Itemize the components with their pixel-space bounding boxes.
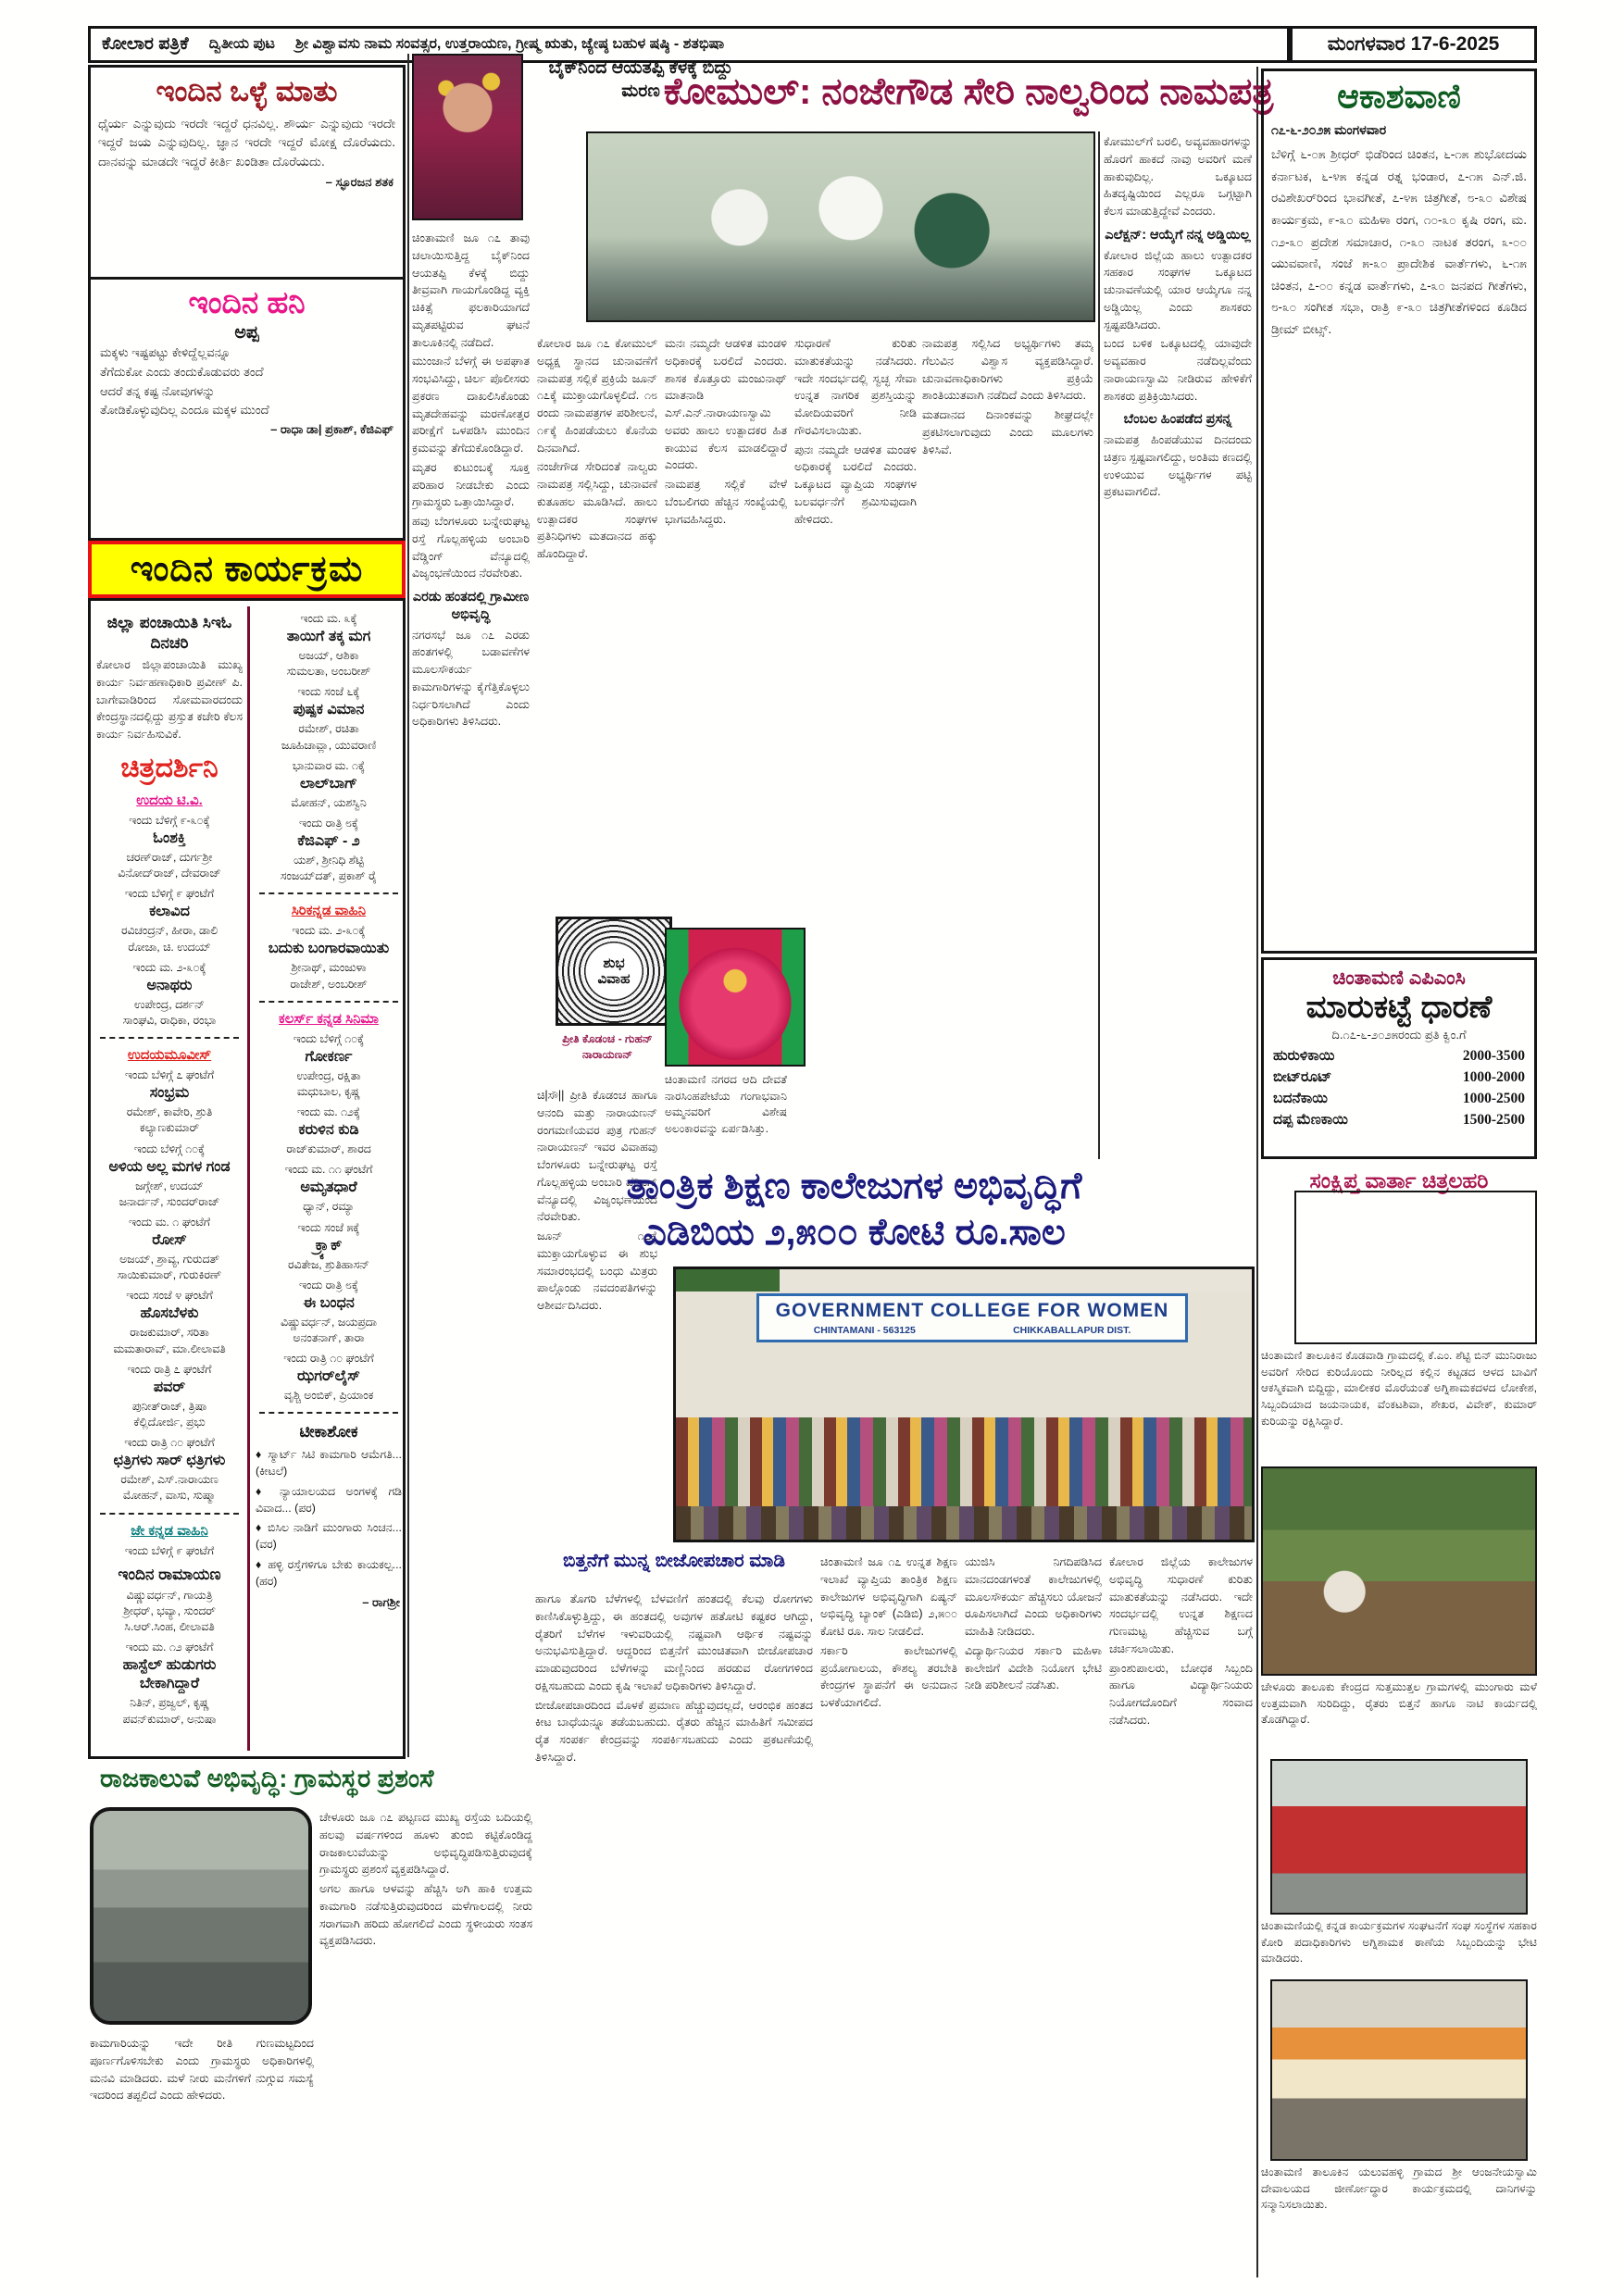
radio-schedule-box — [1261, 69, 1537, 954]
list-item-rate: ದಪ್ಪ ಮೆಣಕಾಯಿ 1500-2500 — [1273, 1112, 1525, 1128]
college-sign-line3: CHIKKABALLAPUR DIST. — [1013, 1325, 1131, 1336]
listings-divider-rule — [247, 606, 250, 1751]
list-item-cast: ಅಜಯ್, ಆಶಿಕಾ — [298, 649, 359, 662]
list-item-time: ಇಂದು ರಾತ್ರಿ ೧೦ ಘಂಟೆಗೆ — [124, 1436, 215, 1450]
fire-truck-photo — [1270, 1759, 1528, 1915]
date-box — [1290, 26, 1537, 63]
felicitation-caption: ಚಿಂತಾಮಣಿ ತಾಲೂಕಿನ ಯಲುವಹಳ್ಳಿ ಗ್ರಾಮದ ಶ್ರೀ ಆಂಜನೇಯಸ್ವಾಮಿ ದೇವಾಲಯದ ಜೀರ್ಣೋದ್ಧಾರ ಕಾರ್ಯಕ್ರಮದಲ್ಲಿ ದಾನಿಗಳನ್ನು ಸನ್ಮಾನಿಸಲಾಯಿತು. — [1261, 2165, 1537, 2212]
radio-title: ಆಕಾಶವಾಣಿ — [1337, 77, 1461, 115]
list-item-attr: – ರಾಗಶ್ರೀ — [362, 1595, 400, 1610]
list-item-body: ಅಗಲ ಹಾಗೂ ಆಳವನ್ನು ಹೆಚ್ಚಿಸಿ ಅಗಿ ಹಾಕಿ ಉತ್ತಮ ಕಾಮಗಾರಿ ನಡೆಸುತ್ತಿರುವುದರಿಂದ ಮಳೆಗಾಲದಲ್ಲಿ ನೀರು ಸರಾಗವಾಗಿ ಹರಿದು ಹೋಗಲಿದೆ ಎಂದು ಸ್ಥಳೀಯರು ಸಂತಸ ವ್ಯಕ್ತಪಡಿಸಿದರು. — [319, 1882, 532, 1948]
list-item-div — [259, 1001, 398, 1003]
list-item-cast: ವೃಶ್ಚಿ ಅಂಬಿಕ್, ಪ್ರಿಯಾಂಕ — [283, 1389, 374, 1403]
list-item-subhead: ಬೆಂಬಲ ಹಿಂಪಡೆದ ಪ್ರಸನ್ನ — [1123, 412, 1232, 428]
list-item-body: ಹವು ಬೆಂಗಳೂರು ಬನ್ನೇರುಘಟ್ಟ ರಸ್ತೆ ಗೊಲ್ಲಹಳ್ಳಿಯ ಅಂಬಾರಿ ವೆಡ್ಡಿಂಗ್ ವೆನ್ಯೂದಲ್ಲಿ ವಿಜೃಂಭಣೆಯಿಂದ ನೆರವೇರಿತು. — [412, 515, 530, 580]
list-item-title: ಲಾಲ್‌ಬಾಗ್ — [300, 775, 357, 792]
center-col-1 — [412, 228, 530, 1753]
center-col-3 — [665, 333, 787, 922]
list-item-body: ಹಾಗೂ ತೊಗರಿ ಬೆಳೆಗಳಲ್ಲಿ ಬೆಳವಣಿಗೆ ಹಂತದಲ್ಲಿ ಕೆಲವು ರೋಗಗಳು ಕಾಣಿಸಿಕೊಳ್ಳುತ್ತಿದ್ದು, ಈ ಹಂತದಲ್ಲಿ ಅವುಗಳ ಹತೋಟಿ ಕಷ್ಟಕರ ಆಗಿದ್ದು, ರೈತರಿಗೆ ಬೆಳೆಗಳ ಇಳುವರಿಯಲ್ಲಿ ನಷ್ಟವಾಗಿ ಆರ್ಥಿಕ ನಷ್ಟವನ್ನು ಅನುಭವಿಸುತ್ತಿದ್ದಾರೆ. ಆದ್ದರಿಂದ ಬಿತ್ತನೆಗೆ ಮುಂಚಿತವಾಗಿ ಬೀಜೋಪಚಾರ ಮಾಡುವುದರಿಂದ ಬೆಳೆಗಳನ್ನು ಮಣ್ಣಿನಿಂದ ಹರಡುವ ರೋಗಗಳಿಂದ ರಕ್ಷಿಸಬಹುದು ಎಂದು ಕೃಷಿ ಇಲಾಖೆ ಅಧಿಕಾರಿಗಳು ತಿಳಿಸಿದ್ದಾರೆ. — [535, 1592, 813, 1692]
list-item-div — [100, 1513, 239, 1515]
good-words-title: ಇಂದಿನ ಒಳ್ಳೆ ಮಾತು — [156, 75, 338, 107]
list-item-body: ಪುನಃ ನಮ್ಮದೇ ಆಡಳಿತ ಮಂಡಳಿ ಅಧಿಕಾರಕ್ಕೆ ಬರಲಿದೆ ಎಂದರು. ಒಕ್ಕೂಟದ ವ್ಯಾಪ್ತಿಯ ಸಂಘಗಳ ಬಲವರ್ಧನೆಗೆ ಶ್ರಮಿಸುವುದಾಗಿ ಹೇಳಿದರು. — [794, 443, 917, 526]
list-item-title: ರೋಸ್ — [152, 1231, 187, 1248]
list-item-cast: ಸಂಜಯ್‌ದತ್, ಪ್ರಕಾಶ್ ರೈ — [280, 869, 378, 883]
center-col-5 — [922, 333, 1093, 1155]
list-item-body: ನಾಮಪತ್ರ ಸಲ್ಲಿಸಿದ ಅಭ್ಯರ್ಥಿಗಳು ತಮ್ಮ ಗೆಲುವಿನ ವಿಶ್ವಾಸ ವ್ಯಕ್ತಪಡಿಸಿದ್ದಾರೆ. ಚುನಾವಣಾಧಿಕಾರಿಗಳು ಪ್ರಕ್ರಿಯೆ ಶಾಂತಿಯುತವಾಗಿ ನಡೆದಿದೆ ಎಂದು ತಿಳಿಸಿದರು. — [922, 337, 1093, 403]
list-item-title: ಬದುಕು ಬಂಗಾರವಾಯಿತು — [268, 941, 390, 957]
honey-poem-title: ಅಪ್ಪ — [234, 323, 259, 343]
list-item-time: ಇಂದು ಬೆಳಿಗ್ಗೆ ೭ ಘಂಟೆಗೆ — [124, 1068, 215, 1082]
list-item-body: ಮನಃ ನಮ್ಮದೇ ಆಡಳಿತ ಮಂಡಳಿ ಅಧಿಕಾರಕ್ಕೆ ಬರಲಿದೆ ಎಂದರು. ಶಾಸಕ ಕೊತ್ತೂರು ಮಂಜುನಾಥ್ ಮಾತನಾಡಿ ಎಸ್.ಎನ್.ನಾರಾಯಣಸ್ವಾಮಿ ಅವರು ಹಾಲು ಉತ್ಪಾದಕರ ಹಿತ ಕಾಯುವ ಕೆಲಸ ಮಾಡಲಿದ್ದಾರೆ ಎಂದರು. — [665, 337, 787, 472]
list-item-title: ಕೆಜಿಎಫ್ - ೨ — [297, 833, 360, 850]
list-item-cast: ಧ್ಯಾನ್, ರಮ್ಯಾ — [303, 1200, 355, 1214]
list-item-title: ಪುಷ್ಪಕ ವಿಮಾನ — [293, 702, 365, 718]
list-item-title: ಛತ್ರಿಗಳು ಸಾರ್ ಛತ್ರಿಗಳು — [113, 1453, 226, 1469]
college-sign-line1: GOVERNMENT COLLEGE FOR WOMEN — [775, 1300, 1169, 1321]
list-item-body: ಮುಂಜಾನೆ ಬೆಳಗ್ಗೆ ಈ ಅಪಘಾತ ಸಂಭವಿಸಿದ್ದು, ಚಿರ್ಲ ಪೊಲೀಸರು ಪ್ರಕರಣ ದಾಖಲಿಸಿಕೊಂಡು ಮೃತದೇಹವನ್ನು ಮರಣೋತ್ತರ ಪರೀಕ್ಷೆಗೆ ಒಳಪಡಿಸಿ ಮುಂದಿನ ಕ್ರಮವನ್ನು ತೆಗೆದುಕೊಂಡಿದ್ದಾರೆ. — [412, 355, 530, 455]
center-col-4 — [794, 333, 917, 1155]
list-item-body: ಚಿಂತಾಮಣಿ ಜೂ ೧೭ ತಾವು ಚಲಾಯಿಸುತ್ತಿದ್ದ ಬೈಕ್‌ನಿಂದ ಆಯತಪ್ಪಿ ಕೆಳಕ್ಕೆ ಬಿದ್ದು ತೀವ್ರವಾಗಿ ಗಾಯಗೊಂಡಿದ್ದ ವ್ಯಕ್ತಿ ಚಿಕಿತ್ಸೆ ಫಲಕಾರಿಯಾಗದೆ ಮೃತಪಟ್ಟಿರುವ ಘಟನೆ ತಾಲೂಕಿನಲ್ಲಿ ನಡೆದಿದೆ. — [412, 231, 530, 349]
list-item-rate: ಬೀಟ್‌ರೂಟ್ 1000-2000 — [1273, 1069, 1525, 1085]
list-item-cast: ರಮೇಶ್, ಕಾವೇರಿ, ಶ್ರುತಿ — [126, 1105, 213, 1119]
list-item-cast: ಉಪೇಂದ್ರ, ದರ್ಶನ್ — [134, 997, 205, 1011]
good-words-body: ಧೈರ್ಯ ಎನ್ನುವುದು ಇರದೇ ಇದ್ದರೆ ಧನವಿಲ್ಲ. ಶೌರ್ಯ ಎನ್ನುವುದು ಇರದೇ ಇದ್ದರೆ ಜಯ ಎನ್ನುವುದಿಲ್ಲ. ಜ್ಞಾನ ಇರದೇ ಇದ್ದರೆ ಮೋಕ್ಷ ದೊರೆಯದು. ದಾನವನ್ನು ಮಾಡದೇ ಇದ್ದರೆ ಕೀರ್ತಿ ಖಂಡಿತಾ ದೊರೆಯದು. — [98, 117, 395, 168]
well-rescue-caption: ಚಿಂತಾಮಣಿ ತಾಲೂಕಿನ ಕೊಡವಾಡಿ ಗ್ರಾಮದಲ್ಲಿ ಕೆ.ಎಂ. ಶೆಟ್ಟಿ ಬಿನ್ ಮುನಿರಾಜು ಅವರಿಗೆ ಸೇರಿದ ಕುರಿಯೊಂದು ನೀರಿಲ್ಲದ ಕಲ್ಲಿನ ಕಟ್ಟಡದ ಆಳದ ಬಾವಿಗೆ ಆಕಸ್ಮಿಕವಾಗಿ ಬಿದ್ದಿದ್ದು, ಮಾಲೀಕರ ಮೊರೆಯಂತೆ ಅಗ್ನಿಶಾಮಕದಳದ ಲೋಕೇಶ, ಸಿಬ್ಬಂದಿಯಾದ ಜಯನಾಯಕ, ವೆಂಕಟಶಿವಾ, ಶೇಖರ, ವಿವೇಕ್, ಕುಮಾರ್ ಕುರಿಯನ್ನು ರಕ್ಷಿಸಿದ್ದಾರೆ. — [1261, 1349, 1537, 1428]
list-item-cast: ಮೋಹನ್, ವಾಸು, ಸುಷ್ಮಾ — [122, 1489, 217, 1503]
paper-name: ಕೋಲಾರ ಪತ್ರಿಕೆ — [102, 34, 189, 54]
list-item-cast: ರಾಜಕುಮಾರ್, ಸರಿತಾ — [130, 1326, 209, 1340]
list-item-cast: ಪುನೀತ್‌ರಾಜ್, ತ್ರಿಷಾ — [131, 1399, 207, 1413]
fire-truck-caption: ಚಿಂತಾಮಣಿಯಲ್ಲಿ ಕನ್ನಡ ಕಾರ್ಯಕ್ರಮಗಳ ಸಂಘಟನೆಗೆ ಸಂಘ ಸಂಸ್ಥೆಗಳ ಸಹಕಾರ ಕೋರಿ ಪದಾಧಿಕಾರಿಗಳು ಅಗ್ನಿಶಾಮಕ ಠಾಣೆಯ ಸಿಬ್ಬಂದಿಯನ್ನು ಭೇಟಿ ಮಾಡಿದರು. — [1261, 1919, 1537, 1965]
list-item-div — [259, 1412, 398, 1414]
market-rate-table — [1264, 1048, 1534, 1129]
list-item-time: ಇಂದು ಮ. ೨-೩೦ಕ್ಕೆ — [292, 924, 366, 938]
list-item-time: ಇಂದು ರಾತ್ರಿ ೮ಕ್ಕೆ — [298, 817, 359, 830]
list-item-div — [100, 1037, 239, 1039]
list-item-body: ಸರ್ಕಾರಿ ಕಾಲೇಜುಗಳಲ್ಲಿ ಪ್ರಯೋಗಾಲಯ, ಕೌಶಲ್ಯ ತರಬೇತಿ ಕೇಂದ್ರಗಳ ಸ್ಥಾಪನೆಗೆ ಈ ಅನುದಾನ ಬಳಕೆಯಾಗಲಿದೆ. — [820, 1643, 957, 1709]
list-item-cast: ರಮೇಶ್, ರಚಿತಾ — [298, 722, 359, 736]
list-item-body: ವಿದ್ಯಾರ್ಥಿನಿಯರ ಸರ್ಕಾರಿ ಮಹಿಳಾ ಕಾಲೇಜಿಗೆ ವಿದೇಶಿ ನಿಯೋಗ ಭೇಟಿ ನೀಡಿ ಪರಿಶೀಲನೆ ನಡೆಸಿತು. — [965, 1643, 1102, 1692]
drain-headline: ರಾಜಕಾಲುವೆ ಅಭಿವೃದ್ಧಿ: ಗ್ರಾಮಸ್ಥರ ಪ್ರಶಂಸೆ — [100, 1765, 434, 1792]
list-item-body: ಕೋಲಾರ ಜಿಲ್ಲೆಯ ಕಾಲೇಜುಗಳ ಅಭಿವೃದ್ಧಿ ಸುಧಾರಣೆ ಕುರಿತು ಮಾತುಕತೆಯನ್ನು ನಡೆಸಿದರು. ಇದೇ ಸಂದರ್ಭದಲ್ಲಿ ಉನ್ನತ ಶಿಕ್ಷಣದ ಗುಣಮಟ್ಟ ಹೆಚ್ಚಿಸುವ ಬಗ್ಗೆ ಚರ್ಚಿಸಲಾಯಿತು. — [1109, 1555, 1253, 1655]
drain-body-right — [319, 1807, 532, 2275]
list-item-cast: ಸಿ.ಆರ್.ಸಿಂಹ, ಲೀಲಾವತಿ — [124, 1620, 215, 1634]
list-item-title: ಹಾಸ್ಟೆಲ್ ಹುಡುಗರು ಬೇಕಾಗಿದ್ದಾರೆ — [122, 1657, 217, 1692]
radio-date: ೧೭-೬-೨೦೨೫ ಮಂಗಳವಾರ — [1271, 122, 1387, 137]
list-item-rate: ಹುರುಳಿಕಾಯಿ 2000-3500 — [1273, 1048, 1525, 1064]
list-item-body: ಕೋಲಾರ ಜಿಲ್ಲಾಪಂಚಾಯಿತಿ ಮುಖ್ಯ ಕಾರ್ಯ ನಿರ್ವಹಣಾಧಿಕಾರಿ ಪ್ರವೀಣ್ ಪಿ. ಬಾಗೇವಾಡಿರಿಂದ ಸೋಮವಾರದಂದು ಕೇಂದ್ರಸ್ಥಾನದಲ್ಲಿದ್ದು ಪ್ರಸ್ತುತ ಕಚೇರಿ ಕೆಲಸ ಕಾರ್ಯ ನಿರ್ವಹಿಸುವಿಕೆ. — [96, 658, 243, 742]
list-item-sec: ಟೀಕಾಶೋಕ — [299, 1423, 358, 1441]
list-item-cast: ಪವನ್‌ಕುಮಾರ್, ಅನುಷಾ — [122, 1712, 217, 1726]
list-item-div — [259, 892, 398, 894]
column-rule — [1256, 67, 1258, 2277]
list-item-ch-teal: ಜೇ ಕನ್ನಡ ವಾಹಿನಿ — [131, 1522, 208, 1539]
list-item-poem: ತೆಗೆದುಕೋ ಎಂದು ತಂದುಕೊಡುವರು ತಂದೆ — [100, 364, 264, 379]
adb-story-col-a — [820, 1552, 957, 2277]
list-item-time: ಇಂದು ಮ. ೧೧ ಘಂಟೆಗೆ — [284, 1163, 373, 1177]
list-item-cast: ನಿತಿನ್, ಪ್ರಜ್ವಲ್, ಕೃಷ್ಣ — [130, 1696, 209, 1710]
list-item-body: ಮತದಾನದ ದಿನಾಂಕವನ್ನು ಶೀಘ್ರದಲ್ಲೇ ಪ್ರಕಟಿಸಲಾಗುವುದು ಎಂದು ಮೂಲಗಳು ತಿಳಿಸಿವೆ. — [922, 408, 1093, 456]
list-item-title: ಗೋಕರ್ಣ — [305, 1048, 353, 1065]
page-label: ದ್ವಿತೀಯ ಪುಟ — [208, 36, 275, 52]
office-group-photo — [586, 131, 1095, 322]
column-rule — [407, 54, 409, 1757]
list-item-title: ಸಂಭ್ರಮ — [149, 1085, 190, 1102]
woman-portrait-photo — [412, 54, 523, 220]
honey-title: ಇಂದಿನ ಹನಿ — [188, 285, 306, 319]
good-words-attribution: – ಸ್ಫೂರಜನ ಶತಕ — [325, 174, 394, 189]
list-item-cast: ರಮೇಶ್, ಎಸ್.ನಾರಾಯಣ — [120, 1473, 219, 1487]
list-item-body: ಸುಧಾರಣೆ ಕುರಿತು ಮಾತುಕತೆಯನ್ನು ನಡೆಸಿದರು. ಇದೇ ಸಂದರ್ಭದಲ್ಲಿ ಸ್ವಚ್ಛ ಸೇವಾ ಉನ್ನತ ನಾಗರಿಕ ಪ್ರಶಸ್ತಿಯನ್ನು ಮೋದಿಯವರಿಗೆ ನೀಡಿ ಗೌರವಿಸಲಾಯಿತು. — [794, 337, 917, 437]
list-item-title: ಅನಾಥರು — [146, 977, 193, 993]
list-item-cast: ರೋಜಾ, ಚಿ. ಉದಯ್ — [128, 940, 211, 954]
list-item-time: ಇಂದು ಬೆಳಿಗ್ಗೆ ೧೦ಕ್ಕೆ — [293, 1031, 365, 1045]
list-item-time: ಇಂದು ಮ. ೧೨ ಘಂಟೆಗೆ — [125, 1641, 214, 1654]
list-item-cast: ಉಪೇಂದ್ರ, ರಕ್ಷಿತಾ — [296, 1068, 361, 1082]
list-item-time: ಇಂದು ಸಂಜೆ ೪ ಘಂಟೆಗೆ — [126, 1289, 213, 1303]
list-item-body: ನಾಮಪತ್ರ ಹಿಂಪಡೆಯುವ ದಿನದಂದು ಚಿತ್ರಣ ಸ್ಪಷ್ಟವಾಗಲಿದ್ದು, ಅಂತಿಮ ಕಣದಲ್ಲಿ ಉಳಿಯುವ ಅಭ್ಯರ್ಥಿಗಳ ಪಟ್ಟಿ ಪ್ರಕಟವಾಗಲಿದೆ. — [1104, 433, 1252, 499]
college-photo-seated-row — [676, 1506, 1252, 1540]
seed-treatment-body — [535, 1589, 813, 2277]
list-item-time: ಭಾನುವಾರ ಮ. ೧ಕ್ಕೆ — [292, 758, 366, 772]
college-photo-trees — [676, 1269, 1252, 1292]
list-item-cast: ಶ್ರೀಧರ್, ಭವ್ಯಾ, ಸುಂದರ್ — [123, 1603, 216, 1617]
list-item-sec: ಇಂದಿನ ರಾಮಾಯಣ — [118, 1565, 221, 1583]
honey-attribution: – ರಾಧಾ ಡಾ| ಪ್ರಕಾಶ್, ಕೆಜಿಎಫ್ — [270, 422, 394, 437]
college-photo-crowd-row — [676, 1417, 1252, 1506]
wedding-ornament-box — [556, 917, 672, 1026]
seed-treatment-subhead: ಬಿತ್ತನೆಗೆ ಮುನ್ನ ಬೀಜೋಪಚಾರ ಮಾಡಿ — [563, 1551, 785, 1571]
column-rule — [1098, 131, 1100, 1159]
list-item-body: ನಗರಸಭೆ ಜೂ ೧೭ ಎರಡು ಹಂತಗಳಲ್ಲಿ ಬಡಾವಣೆಗಳ ಮೂಲಸೌಕರ್ಯ ಕಾಮಗಾರಿಗಳನ್ನು ಕೈಗೆತ್ತಿಕೊಳ್ಳಲು ನಿರ್ಧರಿಸಲಾಗಿದೆ ಎಂದು ಅಧಿಕಾರಿಗಳು ತಿಳಿಸಿದರು. — [412, 628, 530, 729]
college-sign-board — [756, 1293, 1188, 1342]
list-item-title: ಹೊಸಬೆಳಕು — [140, 1305, 199, 1322]
list-item-time: ಇಂದು ಮ. ೧ ಘಂಟೆಗೆ — [129, 1215, 210, 1229]
farm-photo — [1261, 1466, 1537, 1676]
wedding-box-label-2: ವಿವಾಹ — [594, 971, 634, 987]
list-item-title: ಕ್ರ್ಯಾಕ್ — [315, 1237, 343, 1254]
list-item-cast: ಮಮತಾರಾವ್, ಮಾ.ಲೀಲಾವತಿ — [113, 1341, 226, 1355]
wedding-box-label-1: ಶುಭ — [599, 955, 628, 971]
listings-box — [88, 598, 406, 1759]
list-item-time: ಇಂದು ಸಂಜೆ ೬ಕ್ಕೆ — [297, 685, 360, 699]
list-item-body: ಬಂದ ಬಳಿಕ ಒಕ್ಕೂಟದಲ್ಲಿ ಯಾವುದೇ ಅವ್ಯವಹಾರ ನಡೆದಿಲ್ಲವೆಂದು ನಾರಾಯಣಸ್ವಾಮಿ ನೀಡಿರುವ ಹೇಳಿಕೆಗೆ ಶಾಸಕರು ಪ್ರತಿಕ್ರಿಯಿಸಿದರು. — [1104, 337, 1252, 403]
list-item-body: ನಾಮಪತ್ರ ಸಲ್ಲಿಕೆ ವೇಳೆ ಬೆಂಬಲಿಗರು ಹೆಚ್ಚಿನ ಸಂಖ್ಯೆಯಲ್ಲಿ ಭಾಗವಹಿಸಿದ್ದರು. — [665, 478, 787, 526]
list-item-time: ಇಂದು ಮ. ೧೨ಕ್ಕೆ — [296, 1105, 361, 1119]
list-item-cast: ಚರಣ್‌ರಾಜ್, ದುರ್ಗಶ್ರೀ — [126, 850, 213, 864]
day-date: ಮಂಗಳವಾರ 17-6-2025 — [1327, 33, 1500, 55]
college-group-photo — [673, 1267, 1255, 1542]
list-item-title: ಈ ಬಂಧನ — [303, 1294, 355, 1311]
list-item-time: ಇಂದು ಬೆಳಿಗ್ಗೆ ೧೦ಕ್ಕೆ — [133, 1142, 206, 1155]
bike-headline: ಬೈಕ್‌ನಿಂದ ಆಯತಪ್ಪಿ ಕೆಳಕ್ಕೆ ಬಿದ್ದು ಮರಣ — [548, 58, 733, 101]
market-title: ಮಾರುಕಟ್ಟೆ ಧಾರಣೆ — [1305, 990, 1493, 1025]
center-col-2 — [537, 333, 657, 909]
list-item-cast: ವಿಷ್ಣುವರ್ಧನ್, ಗಾಯತ್ರಿ — [126, 1588, 213, 1602]
list-item-cast: ಯಶ್, ಶ್ರೀನಿಧಿ ಶೆಟ್ಟಿ — [294, 854, 364, 867]
list-item-cast: ರಾಜೇಶ್, ಅಂಬರೀಶ್ — [290, 977, 368, 991]
list-item-body: ಚೇಳೂರು ಜೂ ೧೭ ಪಟ್ಟಣದ ಮುಖ್ಯ ರಸ್ತೆಯ ಬದಿಯಲ್ಲಿ ಹಲವು ವರ್ಷಗಳಿಂದ ಹೂಳು ತುಂಬಿ ಕಟ್ಟಿಕೊಂಡಿದ್ದ ರಾಜಕಾಲುವೆಯನ್ನು ಅಭಿವೃದ್ಧಿಪಡಿಸುತ್ತಿರುವುದಕ್ಕೆ ಗ್ರಾಮಸ್ಥರು ಪ್ರಶಂಸೆ ವ್ಯಕ್ತಪಡಿಸಿದ್ದಾರೆ. — [319, 1811, 532, 1877]
list-item-cast: ವಿನೋದ್‌ರಾಜ್, ದೇವರಾಜ್ — [118, 867, 221, 880]
panchanga-line: ಶ್ರೀ ವಿಶ್ವಾವಸು ನಾಮ ಸಂವತ್ಸರ, ಉತ್ತರಾಯಣ, ಗ್ರೀಷ್ಮ ಋತು, ಜ್ಯೇಷ್ಠ ಬಹುಳ ಷಷ್ಠಿ - ಶತಭಿಷಾ — [294, 36, 725, 52]
list-item-time: ಇಂದು ಬೆಳಿಗ್ಗೆ ೯-೩೦ಕ್ಕೆ — [129, 813, 210, 827]
list-item-cast: ಕಲ್ಯಾಣಕುಮಾರ್ — [139, 1121, 200, 1135]
list-item-title: ಓಂಶಕ್ತಿ — [153, 830, 186, 846]
program-banner-label: ಇಂದಿನ ಕಾರ್ಯಕ್ರಮ — [130, 549, 364, 589]
list-item-cast: ಮಧುಬಾಲ, ಕೃಷ್ಣ — [296, 1085, 361, 1099]
adb-headline-line2: ಎಡಿಬಿಯ ೨,೫೦೦ ಕೋಟಿ ರೂ.ಸಾಲ — [643, 1212, 1066, 1253]
list-item-poem: ಮಕ್ಕಳು ಇಷ್ಟಪಟ್ಟು ಕೇಳಿದ್ದೆಲ್ಲವನ್ನೂ — [100, 345, 231, 359]
list-item-cast: ಜನಾರ್ದನ್, ಸುಂದರ್‌ರಾಜ್ — [119, 1194, 220, 1208]
list-item-body: ಬೀಜೋಪಚಾರದಿಂದ ಮೊಳಕೆ ಪ್ರಮಾಣ ಹೆಚ್ಚುವುದಲ್ಲದೆ, ಆರಂಭಿಕ ಹಂತದ ಕೀಟ ಬಾಧೆಯನ್ನೂ ತಡೆಯಬಹುದು. ರೈತರು ಹೆಚ್ಚಿನ ಮಾಹಿತಿಗೆ ಸಮೀಪದ ರೈತ ಸಂಪರ್ಕ ಕೇಂದ್ರವನ್ನು ಸಂಪರ್ಕಿಸಬಹುದು ಎಂದು ಪ್ರಕಟಣೆಯಲ್ಲಿ ತಿಳಿಸಿದ್ದಾರೆ. — [535, 1698, 813, 1764]
list-item-cast: ಮೋಹನ್, ಯಶಸ್ವಿನಿ — [291, 795, 367, 809]
adb-headline — [583, 1163, 1125, 1261]
list-item-rate: ಬದನೆಕಾಯಿ 1000-2500 — [1273, 1091, 1525, 1106]
list-item-bigred: ಚಿತ್ರದರ್ಶಿನಿ — [120, 752, 219, 783]
list-item-title: ಕಲಾವಿದ — [149, 904, 190, 920]
list-item-time: ಇಂದು ರಾತ್ರಿ ೭ ಘಂಟೆಗೆ — [127, 1362, 212, 1376]
list-item-body: ಯುಜಿಸಿ ನಿಗದಿಪಡಿಸಿದ ಮಾನದಂಡಗಳಂತೆ ಕಾಲೇಜುಗಳಲ್ಲಿ ಮೂಲಸೌಕರ್ಯ ಹೆಚ್ಚಿಸಲು ಯೋಜನೆ ರೂಪಿಸಲಾಗಿದೆ ಎಂದು ಅಧಿಕಾರಿಗಳು ಮಾಹಿತಿ ನೀಡಿದರು. — [965, 1555, 1102, 1638]
deity-photo — [665, 928, 806, 1067]
list-item-bullet: ♦ ಹಳ್ಳಿ ರಸ್ತೆಗಳಿಗೂ ಬೇಕು ಕಾಯಕಲ್ಪ... (ಹರ) — [256, 1558, 402, 1589]
felicitation-photo — [1270, 1979, 1528, 2161]
list-item-time: ಇಂದು ರಾತ್ರಿ ೧೦ ಘಂಟೆಗೆ — [283, 1352, 374, 1366]
list-item-body: ಕೋಲಾರ ಜಿಲ್ಲೆಯ ಹಾಲು ಉತ್ಪಾದಕರ ಸಹಕಾರ ಸಂಘಗಳ ಒಕ್ಕೂಟದ ಚುನಾವಣೆಯಲ್ಲಿ ಯಾರ ಆಯ್ಕೆಗೂ ನನ್ನ ಅಡ್ಡಿಯಿಲ್ಲ ಎಂದು ಶಾಸಕರು ಸ್ಪಷ್ಟಪಡಿಸಿದರು. — [1104, 248, 1252, 331]
list-item-body: ಕಾಮಗಾರಿಯನ್ನು ಇದೇ ರೀತಿ ಗುಣಮಟ್ಟದಿಂದ ಪೂರ್ಣಗೊಳಿಸಬೇಕು ಎಂದು ಗ್ರಾಮಸ್ಥರು ಅಧಿಕಾರಿಗಳಲ್ಲಿ ಮನವಿ ಮಾಡಿದರು. ಮಳೆ ನೀರು ಮನೆಗಳಿಗೆ ನುಗ್ಗುವ ಸಮಸ್ಯೆ ಇದರಿಂದ ತಪ್ಪಲಿದೆ ಎಂದು ಹೇಳಿದರು. — [90, 2037, 314, 2103]
radio-schedule: ಬೆಳಿಗ್ಗೆ ೬-೦೫ ಶ್ರೀಧರ್ ಭಿಡೆರಿಂದ ಚಿಂತನ, ೬-೧೫ ಶುಭೋದಯ ಕರ್ನಾಟಕ, ೬-೪೫ ಕನ್ನಡ ರತ್ನ ಭಂಡಾರ, ೭-೧೫ ಎನ್.ಜಿ. ರವಿಶೇಖರ್‌ರಿಂದ ಭಾವಗೀತೆ, ೭-೪೫ ಚಿತ್ರಗೀತೆ, ೮-೩೦ ವಿಶೇಷ ಕಾರ್ಯಕ್ರಮ, ೯-೩೦ ಮಹಿಳಾ ರಂಗ, ೧೦-೩೦ ಕೃಷಿ ರಂಗ, ಮ. ೧೨-೩೦ ಪ್ರದೇಶ ಸಮಾಚಾರ, ೧-೩೦ ನಾಟಕ ತರಂಗ, ೩-೦೦ ಯುವವಾಣಿ, ಸಂಜೆ ೫-೩೦ ಪ್ರಾದೇಶಿಕ ವಾರ್ತೆಗಳು, ೬-೧೫ ಚಿಂತನ, ೭-೦೦ ಕನ್ನಡ ವಾರ್ತೆಗಳು, ೭-೩೦ ಜನಪದ ಗೀತೆಗಳು, ೮-೩೦ ಸಂಗೀತ ಸಭಾ, ರಾತ್ರಿ ೯-೩೦ ಚಿತ್ರಗೀತೆಗಳಿಂದ ಕೂಡಿದ ಡ್ರೀಮ್ ಬೀಟ್ಸ್. — [1271, 147, 1527, 336]
list-item-cast: ಜೂಹಿಚಾವ್ಲಾ, ಯುವರಾಣಿ — [281, 738, 377, 752]
list-item-body: ಜೂನ್ ೧೭ಕ್ಕೆ ಮುಕ್ತಾಯಗೊಳ್ಳುವ ಈ ಶುಭ ಸಮಾರಂಭದಲ್ಲಿ ಬಂಧು ಮಿತ್ರರು ಪಾಲ್ಗೊಂಡು ನವದಂಪತಿಗಳನ್ನು ಆಶೀರ್ವದಿಸಿದರು. — [537, 1229, 657, 1312]
list-item-body: ನಂಜೇಗೌಡ ಸೇರಿದಂತೆ ನಾಲ್ವರು ನಾಮಪತ್ರ ಸಲ್ಲಿಸಿದ್ದು, ಚುನಾವಣೆ ಕುತೂಹಲ ಮೂಡಿಸಿದೆ. ಹಾಲು ಉತ್ಪಾದಕರ ಸಂಘಗಳ ಪ್ರತಿನಿಧಿಗಳು ಮತದಾನದ ಹಕ್ಕು ಹೊಂದಿದ್ದಾರೆ. — [537, 460, 657, 560]
list-item-time: ಇಂದು ಮ. ೩ಕ್ಕೆ — [300, 612, 357, 625]
list-item-ch-red: ಉದಯಮೂವೀಸ್ — [127, 1047, 212, 1064]
drain-body-below — [90, 2033, 314, 2276]
market-rates-box — [1261, 957, 1537, 1159]
list-item-bullet: ♦ ನ್ಯಾಯಾಲಯದ ಅಂಗಳಕ್ಕೆ ಗಡಿ ವಿವಾದ... (ಪರ) — [256, 1484, 402, 1515]
list-item-ch-pink: ಉದಯ ಟಿ.ವಿ. — [136, 792, 203, 808]
list-item-cast: ಅನಂತನಾಗ್, ತಾರಾ — [293, 1331, 365, 1345]
list-item-title: ಕರುಳಿನ ಕುಡಿ — [298, 1122, 359, 1139]
farm-caption: ಚೇಳೂರು ತಾಲೂಕು ಕೇಂದ್ರದ ಸುತ್ತಮುತ್ತಲ ಗ್ರಾಮಗಳಲ್ಲಿ ಮುಂಗಾರು ಮಳೆ ಉತ್ತಮವಾಗಿ ಸುರಿದಿದ್ದು, ರೈತರು ಬಿತ್ತನೆ ಹಾಗೂ ನಾಟಿ ಕಾರ್ಯದಲ್ಲಿ ತೊಡಗಿದ್ದಾರೆ. — [1261, 1680, 1537, 1727]
list-item-cast: ರವಿತೇಜ, ಶ್ರುತಿಹಾಸನ್ — [287, 1257, 369, 1271]
list-item-body: ಕೋಮುಲ್‌ಗೆ ಬರಲಿ, ಅವ್ಯವಹಾರಗಳನ್ನು ಹೊರಗೆ ಹಾಕದೆ ನಾವು ಅವರಿಗೆ ಮಣೆ ಹಾಕುವುದಿಲ್ಲ. ಒಕ್ಕೂಟದ ಹಿತದೃಷ್ಟಿಯಿಂದ ಎಲ್ಲರೂ ಒಗ್ಗಟ್ಟಾಗಿ ಕೆಲಸ ಮಾಡುತ್ತಿದ್ದೇವೆ ಎಂದರು. — [1104, 135, 1252, 218]
list-item-poem: ಆದರೆ ತನ್ನ ಕಷ್ಟ ನೋವುಗಳನ್ನು — [100, 383, 216, 398]
list-item-title: ತಾಯಿಗೆ ತಕ್ಕ ಮಗ — [286, 629, 371, 644]
market-date: ದಿ.೧೭-೬-೨೦೨೫ರಂದು ಪ್ರತಿ ಕ್ವಿಂ.ಗೆ — [1331, 1028, 1467, 1042]
list-item-title: ಅಮೃತಧಾರೆ — [300, 1179, 357, 1196]
list-item-poem: ತೋಡಿಕೊಳ್ಳುವುದಿಲ್ಲ ಎಂದೂ ಮಕ್ಕಳ ಮುಂದೆ — [100, 403, 269, 418]
list-item-cast: ವಿಷ್ಣುವರ್ಧನ್, ಜಯಪ್ರದಾ — [281, 1315, 377, 1329]
list-item-bullet: ♦ ಬಿಸಿಲ ನಾಡಿಗೆ ಮುಂಗಾರು ಸಿಂಚನ... (ವರ) — [256, 1521, 402, 1552]
apmc-title: ಚಿಂತಾಮಣಿ ಎಪಿಎಂಸಿ — [1332, 967, 1466, 989]
wedding-body — [537, 1085, 657, 1537]
list-item-body: ಮೃತರ ಕುಟುಂಬಕ್ಕೆ ಸೂಕ್ತ ಪರಿಹಾರ ನೀಡಬೇಕು ಎಂದು ಗ್ರಾಮಸ್ಥರು ಒತ್ತಾಯಿಸಿದ್ದಾರೆ. — [412, 460, 530, 509]
good-words-box — [88, 65, 406, 280]
college-sign-line2: CHINTAMANI - 563125 — [813, 1325, 916, 1336]
list-item-time: ಇಂದು ಬೆಳಿಗ್ಗೆ ೯ ಘಂಟೆಗೆ — [124, 887, 215, 901]
adb-headline-line1: ತಾಂತ್ರಿಕ ಶಿಕ್ಷಣ ಕಾಲೇಜುಗಳ ಅಭಿವೃದ್ಧಿಗೆ — [626, 1166, 1082, 1206]
deity-caption: ಚಿಂತಾಮಣಿ ನಗರದ ಆದಿ ದೇವತೆ ನಾರಸಿಂಹಪೇಟೆಯ ಗಂಗಾಭವಾನಿ ಅಮ್ಮನವರಿಗೆ ವಿಶೇಷ ಅಲಂಕಾರವನ್ನು ಏರ್ಪಡಿಸಿತ್ತು. — [665, 1073, 787, 1136]
list-item-cast: ಸಾಯಿಕುಮಾರ್, ಗುರುಕಿರಣ್ — [117, 1268, 222, 1282]
well-rescue-photo — [1294, 1191, 1537, 1344]
honey-poem — [91, 343, 403, 420]
list-item-body: ಪ್ರಾಂಶುಪಾಲರು, ಬೋಧಕ ಸಿಬ್ಬಂದಿ ಹಾಗೂ ವಿದ್ಯಾರ್ಥಿನಿಯರು ನಿಯೋಗದೊಂದಿಗೆ ಸಂವಾದ ನಡೆಸಿದರು. — [1109, 1661, 1253, 1727]
list-item-title: ಝಗರ್‌ಲೈಸ್ — [297, 1368, 360, 1385]
list-item-subhead: ಎರಡು ಹಂತದಲ್ಲಿ ಗ್ರಾಮೀಣ ಅಭಿವೃದ್ಧಿ — [412, 590, 530, 622]
list-item-cast: ಸಾಂಘವಿ, ರಾಧಿಕಾ, ರಂಭಾ — [122, 1013, 217, 1027]
list-item-body: ಚಿಂತಾಮಣಿ ಜೂ ೧೭ ಉನ್ನತ ಶಿಕ್ಷಣ ಇಲಾಖೆ ವ್ಯಾಪ್ತಿಯ ತಾಂತ್ರಿಕ ಶಿಕ್ಷಣ ಕಾಲೇಜುಗಳ ಅಭಿವೃದ್ಧಿಗಾಗಿ ಏಷ್ಯನ್ ಅಭಿವೃದ್ಧಿ ಬ್ಯಾಂಕ್ (ಎಡಿಬಿ) ೨,೫೦೦ ಕೋಟಿ ರೂ. ಸಾಲ ನೀಡಲಿದೆ. — [820, 1555, 957, 1638]
list-item-cast: ಅಜಯ್, ಶ್ರಾವ್ಯ, ಗುರುದತ್ — [119, 1252, 219, 1266]
list-item-cast: ಸುಮಲತಾ, ಅಂಬರೀಶ್ — [286, 665, 371, 679]
adb-story-col-c — [1109, 1552, 1253, 2277]
list-item-title: ಅಳಿಯ ಅಲ್ಲ ಮಗಳ ಗಂಡ — [108, 1158, 231, 1175]
list-item-time: ಇಂದು ರಾತ್ರಿ ೮ಕ್ಕೆ — [298, 1278, 359, 1292]
honey-box — [88, 280, 406, 541]
wedding-caption: ಪ್ರೀತಿ ಕೊಡಂಚ - ಗುಹನ್ ನಾರಾಯಣನ್ — [562, 1032, 653, 1062]
list-item-cast: ಜಗ್ಗೇಶ್, ಉದಯ್ — [135, 1179, 204, 1192]
list-item-body: ಕೋಲಾರ ಜೂ ೧೭ ಕೋಮುಲ್ ಅಧ್ಯಕ್ಷ ಸ್ಥಾನದ ಚುನಾವಣೆಗೆ ನಾಮಪತ್ರ ಸಲ್ಲಿಕೆ ಪ್ರಕ್ರಿಯೆ ಜೂನ್ ೧೭ಕ್ಕೆ ಮುಕ್ತಾಯಗೊಳ್ಳಲಿದೆ. ೧೮ ರಂದು ನಾಮಪತ್ರಗಳ ಪರಿಶೀಲನೆ, ೧೯ಕ್ಕೆ ಹಿಂಪಡೆಯಲು ಕೊನೆಯ ದಿನವಾಗಿದೆ. — [537, 337, 657, 455]
list-item-cast: ಶ್ರೀನಾಥ್, ಮಂಜುಳಾ — [291, 961, 367, 975]
list-item-time: ಇಂದು ಸಂಜೆ ೫ಕ್ಕೆ — [297, 1220, 360, 1234]
list-item-ch-red: ಸಿರಿಕನ್ನಡ ವಾಹಿನಿ — [291, 903, 367, 919]
list-item-body: ಚಿ|ಸೌ|| ಪ್ರೀತಿ ಕೊಡಂಚ ಹಾಗೂ ಆನಂದಿ ಮತ್ತು ನಾರಾಯಣನ್ ರಂಗಮಣಿಯವರ ಪುತ್ರ ಗುಹನ್ ನಾರಾಯಣನ್ ಇವರ ವಿವಾಹವು ಬೆಂಗಳೂರು ಬನ್ನೇರುಘಟ್ಟ ರಸ್ತೆ ಗೊಲ್ಲಹಳ್ಳಿಯ ಅಂಬಾರಿ ವೆಡ್ಡಿಂಗ್ ವೆನ್ಯೂದಲ್ಲಿ ವಿಜೃಂಭಣೆಯಿಂದ ನೆರವೇರಿತು. — [537, 1089, 657, 1224]
list-item-title: ಪವರ್ — [153, 1379, 186, 1395]
list-item-sec: ಜಿಲ್ಲಾ ಪಂಚಾಯಿತಿ ಸಿಇಓ ದಿನಚರಿ — [106, 614, 232, 653]
adb-story-col-b — [965, 1552, 1102, 2277]
komul-headline: ಕೋಮುಲ್: ನಂಜೇಗೌಡ ಸೇರಿ ನಾಲ್ವರಿಂದ ನಾಮಪತ್ರ — [663, 72, 1274, 112]
list-item-cast: ರಾಜ್‌ಕುಮಾರ್, ಶಾರದ — [286, 1142, 371, 1156]
list-item-cast: ರವಿಚಂದ್ರನ್, ಹೀರಾ, ಡಾಲಿ — [120, 924, 219, 938]
listings-col-b — [256, 606, 402, 1751]
photo-news-section-title: ಸಂಕ್ಷಿಪ್ತ ವಾರ್ತಾ ಚಿತ್ರಲಹರಿ — [1309, 1168, 1489, 1192]
canal-photo — [90, 1807, 312, 2025]
list-item-ch-pink: ಕಲರ್ಸ್ ಕನ್ನಡ ಸಿನಿಮಾ — [279, 1010, 379, 1027]
list-item-time: ಇಂದು ಬೆಳಿಗ್ಗೆ ೯ ಘಂಟೆಗೆ — [124, 1543, 215, 1557]
program-banner — [88, 541, 406, 598]
listings-col-a — [96, 606, 243, 1751]
list-item-subhead: ಎಲೆಕ್ಷನ್: ಆಯ್ಕೆಗೆ ನನ್ನ ಅಡ್ಡಿಯಿಲ್ಲ — [1105, 227, 1251, 243]
komul-right-column — [1104, 131, 1252, 1157]
list-item-bullet: ♦ ಸ್ಮಾರ್ಟ್ ಸಿಟಿ ಕಾಮಗಾರಿ ಆಮೆಗತಿ... (ಕೀಟಲೆ) — [256, 1447, 402, 1478]
list-item-cast: ಕೆಲ್ಲಿದೋರ್ಜಿ, ಪ್ರಭು — [133, 1415, 206, 1429]
list-item-time: ಇಂದು ಮ. ೨-೩೦ಕ್ಕೆ — [132, 960, 206, 974]
